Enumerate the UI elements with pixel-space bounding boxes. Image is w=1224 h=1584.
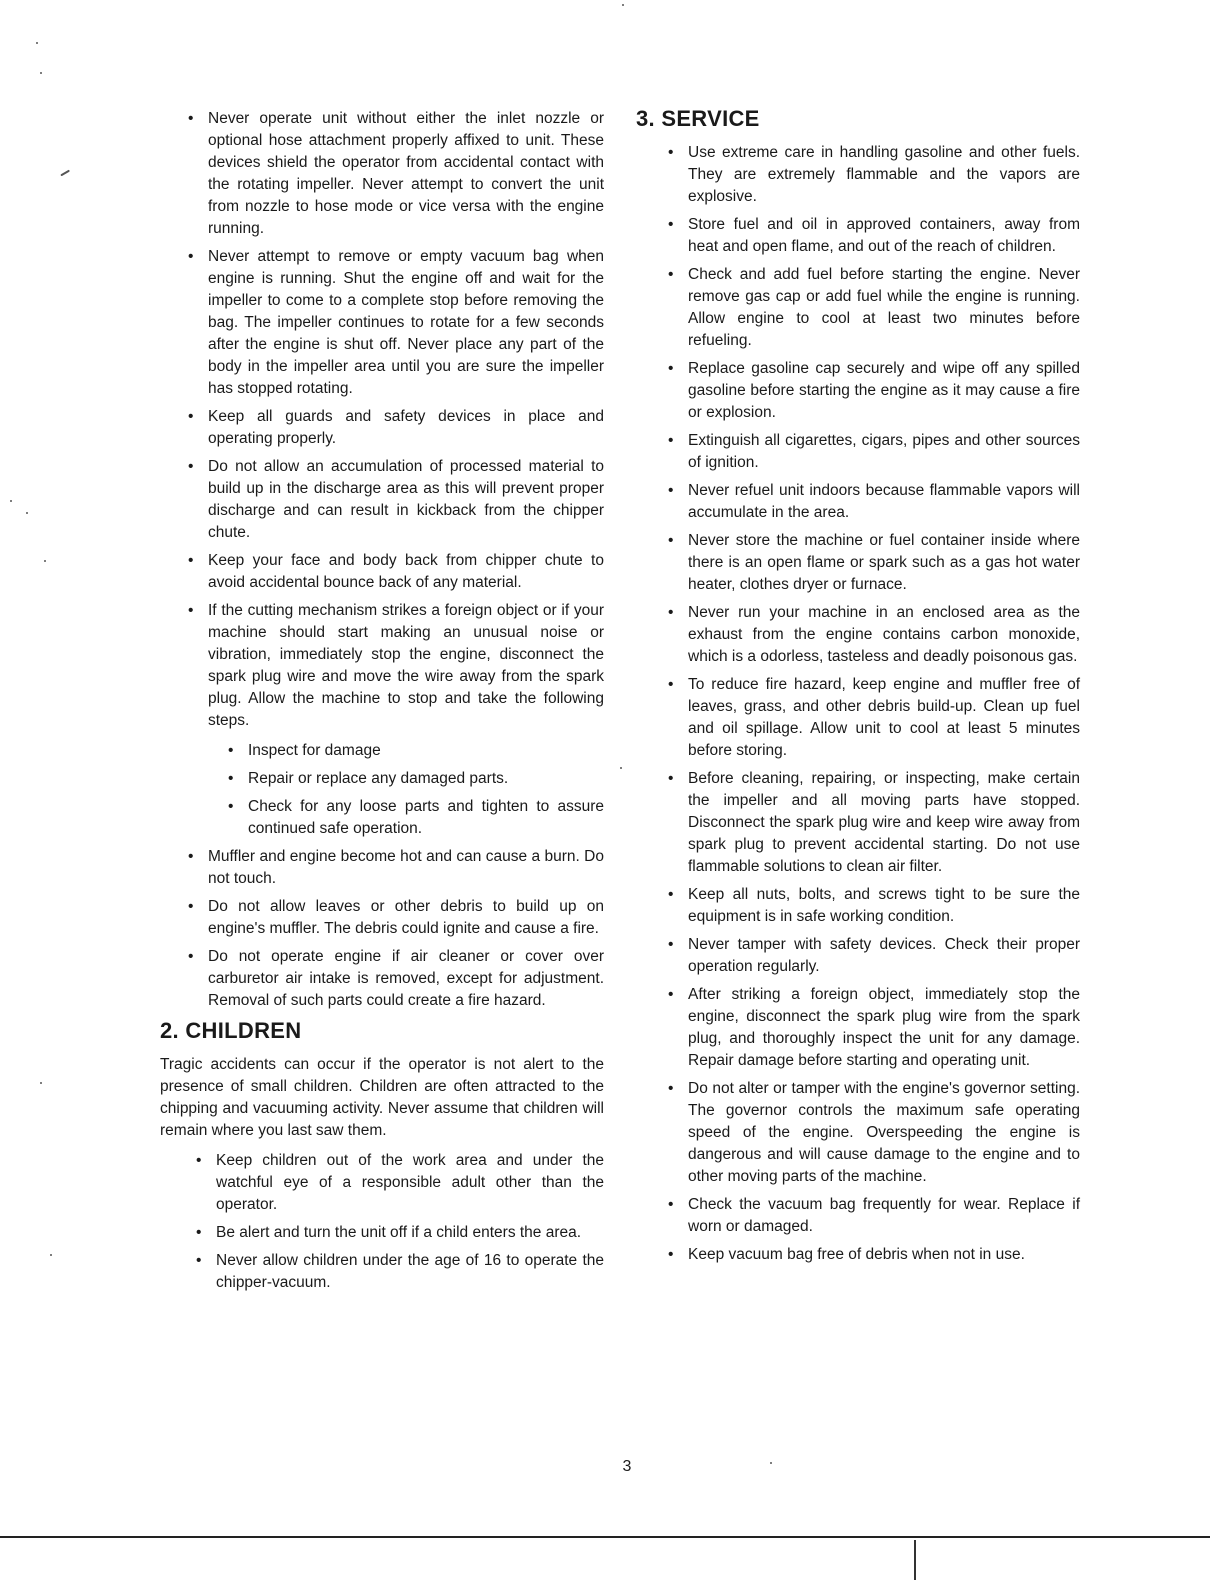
list-item: • Check and add fuel before starting the engine. Never remove gas cap or add fuel while the engine is running. Allow engine to cool at least two minutes before refueling. <box>636 264 1080 352</box>
scan-speck <box>40 1082 42 1084</box>
list-item: • Check the vacuum bag frequently for wear. Replace if worn or damaged. <box>636 1194 1080 1238</box>
list-item: • Never tamper with safety devices. Check their proper operation regularly. <box>636 934 1080 978</box>
list-item-with-steps <box>160 600 604 840</box>
list-item: • Keep children out of the work area and under the watchful eye of a responsible adult other than the operator. <box>160 1150 604 1216</box>
sub-list-item: • Repair or replace any damaged parts. <box>208 768 604 790</box>
list-item: • To reduce fire hazard, keep engine and muffler free of leaves, grass, and other debris build-up. Clean up fuel and oil spillage. Allow unit to cool at least 5 minutes before storing. <box>636 674 1080 762</box>
scan-speck <box>50 1254 52 1256</box>
service-heading: 3. SERVICE <box>636 106 760 131</box>
list-item: • Do not operate engine if air cleaner or cover over carburetor air intake is removed, except for adjustment. Removal of such parts could create a fire hazard. <box>160 946 604 1012</box>
list-item: • Never allow children under the age of 16 to operate the chipper-vacuum. <box>160 1250 604 1294</box>
list-item: • Never store the machine or fuel container inside where there is an open flame or spark such as a gas hot water heater, clothes dryer or furnace. <box>636 530 1080 596</box>
list-item: • Store fuel and oil in approved containers, away from heat and open flame, and out of the reach of children. <box>636 214 1080 258</box>
bottom-rule <box>0 1536 1210 1538</box>
list-item: • Be alert and turn the unit off if a child enters the area. <box>160 1222 604 1244</box>
list-item: • Never refuel unit indoors because flammable vapors will accumulate in the area. <box>636 480 1080 524</box>
children-intro: Tragic accidents can occur if the operator is not alert to the presence of small children. Children are often attracted to the chipping and vacuuming activity. Never assume that children will remain where you last saw them. <box>160 1056 604 1139</box>
scan-speck <box>26 512 28 514</box>
left-column <box>160 108 604 1300</box>
safety-bullet-list-top <box>160 108 604 1012</box>
scan-speck <box>622 4 624 6</box>
page-number: 3 <box>622 1458 632 1475</box>
list-item: • Extinguish all cigarettes, cigars, pipes and other sources of ignition. <box>636 430 1080 474</box>
sub-bullet-list <box>208 740 604 840</box>
list-item: • Keep all guards and safety devices in place and operating properly. <box>160 406 604 450</box>
children-heading: 2. CHILDREN <box>160 1018 302 1043</box>
list-item: • Do not allow an accumulation of processed material to build up in the discharge area as this will prevent proper discharge and can result in kickback from the chipper chute. <box>160 456 604 544</box>
right-column <box>636 108 1080 1272</box>
scan-speck <box>60 170 69 176</box>
list-item: • Replace gasoline cap securely and wipe off any spilled gasoline before starting the engine as it may cause a fire or explosion. <box>636 358 1080 424</box>
scan-speck <box>620 767 622 769</box>
sub-list-item: • Check for any loose parts and tighten to assure continued safe operation. <box>208 796 604 840</box>
list-item: • After striking a foreign object, immediately stop the engine, disconnect the spark plug wire from the spark plug, and thoroughly inspect the unit for any damage. Repair damage before starting and operating unit. <box>636 984 1080 1072</box>
list-item-text: If the cutting mechanism strikes a foreign object or if your machine should start making an unusual noise or vibration, immediately stop the engine, disconnect the spark plug wire and move the wire away from the spark plug. Allow the machine to stop and take the following steps. <box>208 602 604 729</box>
list-item: • Never operate unit without either the inlet nozzle or optional hose attachment properly affixed to unit. These devices shield the operator from accidental contact with the rotating impeller. Never attempt to convert the unit from nozzle to hose mode or vice versa with the engine running. <box>160 108 604 240</box>
scan-speck <box>770 1462 772 1464</box>
scan-speck <box>10 500 12 502</box>
list-item: • Do not allow leaves or other debris to build up on engine's muffler. The debris could ignite and cause a fire. <box>160 896 604 940</box>
list-item: • Muffler and engine become hot and can cause a burn. Do not touch. <box>160 846 604 890</box>
list-item: • Keep all nuts, bolts, and screws tight to be sure the equipment is in safe working condition. <box>636 884 1080 928</box>
scan-speck <box>40 72 42 74</box>
list-item: • Keep your face and body back from chipper chute to avoid accidental bounce back of any material. <box>160 550 604 594</box>
list-item: • Use extreme care in handling gasoline and other fuels. They are extremely flammable and the vapors are explosive. <box>636 142 1080 208</box>
list-item: • Do not alter or tamper with the engine's governor setting. The governor controls the maximum safe operating speed of the engine. Overspeeding the engine is dangerous and will cause damage to the engine and to other moving parts of the machine. <box>636 1078 1080 1188</box>
scan-speck <box>44 560 46 562</box>
list-item: • Never attempt to remove or empty vacuum bag when engine is running. Shut the engine off and wait for the impeller to come to a complete stop before removing the bag. The impeller continues to rotate for a few seconds after the engine is shut off. Never place any part of the body in the impeller area until you are sure the impeller has stopped rotating. <box>160 246 604 400</box>
list-item: • Keep vacuum bag free of debris when not in use. <box>636 1244 1080 1266</box>
service-bullet-list <box>636 142 1080 1266</box>
children-bullet-list <box>160 1150 604 1294</box>
list-item: • Never run your machine in an enclosed area as the exhaust from the engine contains carbon monoxide, which is a odorless, tasteless and deadly poisonous gas. <box>636 602 1080 668</box>
bottom-tick-mark <box>914 1540 916 1580</box>
scan-speck <box>36 42 38 44</box>
sub-list-item: • Inspect for damage <box>208 740 604 762</box>
list-item: • Before cleaning, repairing, or inspecting, make certain the impeller and all moving parts have stopped. Disconnect the spark plug wire and keep wire away from spark plug to prevent accidental starting. Do not use flammable solutions to clean air filter. <box>636 768 1080 878</box>
